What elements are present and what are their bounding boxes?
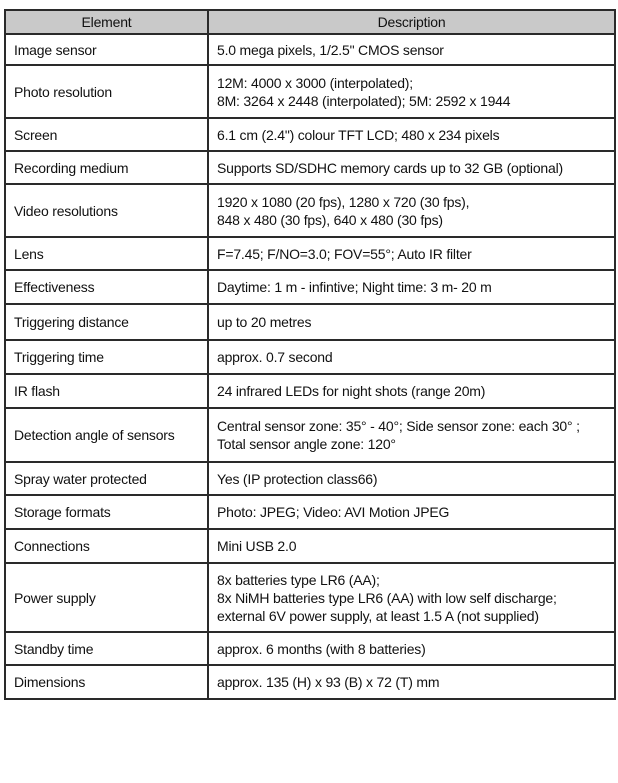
description-line: F=7.45; F/NO=3.0; FOV=55°; Auto IR filter — [217, 245, 472, 262]
table-body — [5, 34, 615, 699]
description-line: up to 20 metres — [217, 314, 312, 330]
description-line: 5.0 mega pixels, 1/2.5" CMOS sensor — [217, 41, 444, 58]
row-description — [208, 374, 615, 408]
row-description — [208, 151, 615, 184]
description-line: 6.1 cm (2.4") colour TFT LCD; 480 x 234 pixels — [217, 126, 500, 143]
row-element-label: Recording medium — [5, 151, 208, 184]
description-line: Daytime: 1 m - infintive; Night time: 3 m- 20 m — [217, 279, 492, 295]
row-description — [208, 34, 615, 65]
row-description — [208, 65, 615, 118]
table-row — [5, 374, 615, 408]
table-row — [5, 529, 615, 563]
description-line: 848 x 480 (30 fps), 640 x 480 (30 fps) — [217, 211, 443, 228]
row-element-label: Standby time — [5, 632, 208, 665]
table-row — [5, 340, 615, 374]
description-line: 8x batteries type LR6 (AA); — [217, 571, 380, 588]
table-row — [5, 237, 615, 270]
row-description — [208, 184, 615, 237]
row-element-label: Lens — [5, 237, 208, 270]
table-row — [5, 34, 615, 65]
row-description — [208, 529, 615, 563]
table-row — [5, 65, 615, 118]
row-element-label: Screen — [5, 118, 208, 151]
table-row — [5, 304, 615, 340]
table-row — [5, 495, 615, 529]
description-line: Central sensor zone: 35° - 40°; Side sensor zone: each 30° ; — [217, 418, 580, 434]
description-line: 8M: 3264 x 2448 (interpolated); 5M: 2592 x 1944 — [217, 92, 511, 109]
table-row — [5, 632, 615, 665]
row-description — [208, 237, 615, 270]
description-line: approx. 0.7 second — [217, 349, 333, 365]
row-description — [208, 632, 615, 665]
description-line: 12M: 4000 x 3000 (interpolated); — [217, 74, 413, 91]
row-element-label: IR flash — [5, 374, 208, 408]
description-line: Yes (IP protection class66) — [217, 470, 378, 487]
table-row — [5, 462, 615, 495]
description-line: approx. 135 (H) x 93 (B) x 72 (T) mm — [217, 674, 440, 690]
header-element: Element — [5, 10, 208, 34]
description-line: Supports SD/SDHC memory cards up to 32 GB (optional) — [217, 159, 563, 176]
row-element-label: Power supply — [5, 563, 208, 632]
description-line: approx. 6 months (with 8 batteries) — [217, 640, 426, 657]
row-description — [208, 462, 615, 495]
row-description — [208, 563, 615, 632]
table-row — [5, 408, 615, 462]
row-element-label: Triggering time — [5, 340, 208, 374]
description-line: 24 infrared LEDs for night shots (range 20m) — [217, 383, 486, 399]
table-row — [5, 563, 615, 632]
row-description — [208, 304, 615, 340]
description-line: Total sensor angle zone: 120° — [217, 436, 396, 452]
specifications-table — [4, 9, 616, 700]
description-line: 8x NiMH batteries type LR6 (AA) with low self discharge; — [217, 589, 557, 606]
row-description — [208, 495, 615, 529]
row-element-label: Storage formats — [5, 495, 208, 529]
row-element-label: Spray water protected — [5, 462, 208, 495]
row-element-label: Photo resolution — [5, 65, 208, 118]
row-element-label: Effectiveness — [5, 270, 208, 304]
row-element-label: Dimensions — [5, 665, 208, 699]
table-row — [5, 184, 615, 237]
table-row — [5, 118, 615, 151]
table-row — [5, 151, 615, 184]
header-row — [5, 10, 615, 34]
description-line: external 6V power supply, at least 1.5 A (not supplied) — [217, 607, 539, 624]
row-description — [208, 270, 615, 304]
row-element-label: Detection angle of sensors — [5, 408, 208, 462]
row-element-label: Image sensor — [5, 34, 208, 65]
row-description — [208, 665, 615, 699]
row-description — [208, 118, 615, 151]
description-line: 1920 x 1080 (20 fps), 1280 x 720 (30 fps), — [217, 193, 470, 210]
row-element-label: Triggering distance — [5, 304, 208, 340]
header-description: Description — [208, 10, 615, 34]
row-element-label: Video resolutions — [5, 184, 208, 237]
table-row — [5, 270, 615, 304]
table-row — [5, 665, 615, 699]
row-element-label: Connections — [5, 529, 208, 563]
row-description — [208, 340, 615, 374]
description-line: Mini USB 2.0 — [217, 538, 297, 554]
row-description — [208, 408, 615, 462]
description-line: Photo: JPEG; Video: AVI Motion JPEG — [217, 504, 450, 520]
